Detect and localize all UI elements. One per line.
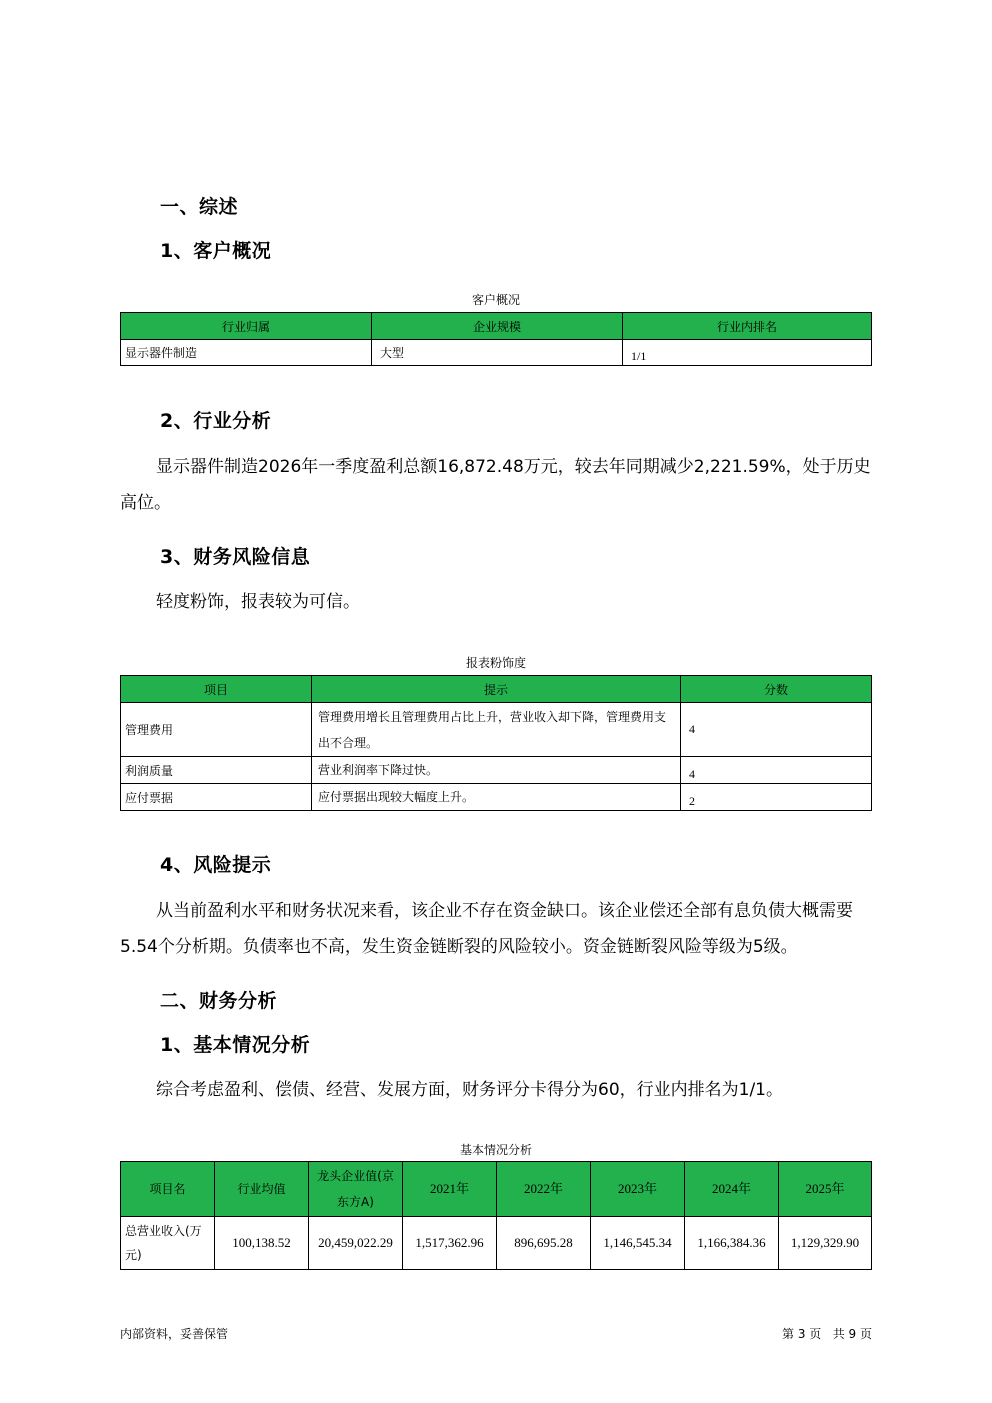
basic-col-2021: 2021年 <box>403 1162 497 1217</box>
basic-col-2025: 2025年 <box>779 1162 872 1217</box>
customer-col-rank: 行业内排名 <box>623 313 872 340</box>
basic-col-2023: 2023年 <box>591 1162 685 1217</box>
basic-col-2022: 2022年 <box>497 1162 591 1217</box>
basic-leader-value: 20,459,022.29 <box>309 1217 403 1270</box>
basic-table <box>120 1161 872 1270</box>
basic-value-2025: 1,129,329.90 <box>779 1217 872 1270</box>
table-row <box>121 340 872 366</box>
basic-value-2022: 896,695.28 <box>497 1217 591 1270</box>
basic-col-2024: 2024年 <box>685 1162 779 1217</box>
industry-text: 显示器件制造2026年一季度盈利总额16,872.48万元，较去年同期减少2,221.59%，处于历史高位。 <box>120 457 871 513</box>
table-row <box>121 703 872 757</box>
section-overview-title: 一、综述 <box>160 196 239 218</box>
basic-value-2023: 1,146,545.34 <box>591 1217 685 1270</box>
decoration-col-hint: 提示 <box>312 676 681 703</box>
customer-col-industry: 行业归属 <box>121 313 372 340</box>
risk-hint-text: 从当前盈利水平和财务状况来看，该企业不存在资金缺口。该企业偿还全部有息负债大概需要 5.54个分析期。负债率也不高，发生资金链断裂的风险较小。资金链断裂风险等级为5级。 <box>120 901 853 957</box>
customer-rank-value: 1/1 <box>623 340 872 366</box>
basic-item-name: 总营业收入(万元) <box>121 1217 215 1270</box>
decoration-item: 应付票据 <box>121 784 312 811</box>
customer-table-header-row <box>121 313 872 340</box>
section-customer-title: 1、客户概况 <box>160 240 272 262</box>
footer-left: 内部资料，妥善保管 <box>120 1327 229 1341</box>
decoration-table <box>120 675 872 811</box>
customer-table-caption: 客户概况 <box>471 293 520 307</box>
customer-table <box>120 312 872 366</box>
section-industry-title: 2、行业分析 <box>160 410 272 432</box>
basic-text: 综合考虑盈利、偿债、经营、发展方面，财务评分卡得分为60，行业内排名为1/1。 <box>156 1080 783 1100</box>
decoration-table-header-row <box>121 676 872 703</box>
section-basic-title: 1、基本情况分析 <box>160 1034 311 1056</box>
customer-industry-value: 显示器件制造 <box>121 340 372 366</box>
decoration-score: 2 <box>681 784 872 811</box>
decoration-score: 4 <box>681 757 872 784</box>
basic-value-2024: 1,166,384.36 <box>685 1217 779 1270</box>
decoration-col-score: 分数 <box>681 676 872 703</box>
decoration-hint: 管理费用增长且管理费用占比上升，营业收入却下降，管理费用支出不合理。 <box>312 703 681 757</box>
section-risk-hint-title: 4、风险提示 <box>160 854 272 876</box>
basic-table-header-row <box>121 1162 872 1217</box>
section-risk-info-title: 3、财务风险信息 <box>160 546 311 568</box>
footer-page-number: 第 3 页 共 9 页 <box>782 1327 872 1341</box>
decoration-col-item: 项目 <box>121 676 312 703</box>
customer-scale-value: 大型 <box>372 340 623 366</box>
customer-col-scale: 企业规模 <box>372 313 623 340</box>
basic-value-2021: 1,517,362.96 <box>403 1217 497 1270</box>
decoration-item: 管理费用 <box>121 703 312 757</box>
basic-table-caption: 基本情况分析 <box>459 1143 532 1157</box>
decoration-score: 4 <box>681 703 872 757</box>
basic-industry-avg: 100,138.52 <box>215 1217 309 1270</box>
decoration-item: 利润质量 <box>121 757 312 784</box>
decoration-hint: 应付票据出现较大幅度上升。 <box>312 784 681 811</box>
basic-col-item: 项目名 <box>121 1162 215 1217</box>
decoration-hint: 营业利润率下降过快。 <box>312 757 681 784</box>
table-row <box>121 757 872 784</box>
basic-col-industry-avg: 行业均值 <box>215 1162 309 1217</box>
section-financial-analysis-title: 二、财务分析 <box>160 990 278 1012</box>
risk-info-text: 轻度粉饰，报表较为可信。 <box>156 592 360 612</box>
table-row <box>121 784 872 811</box>
decoration-table-caption: 报表粉饰度 <box>465 656 526 670</box>
table-row <box>121 1217 872 1270</box>
basic-col-leader: 龙头企业值(京东方A) <box>309 1162 403 1217</box>
